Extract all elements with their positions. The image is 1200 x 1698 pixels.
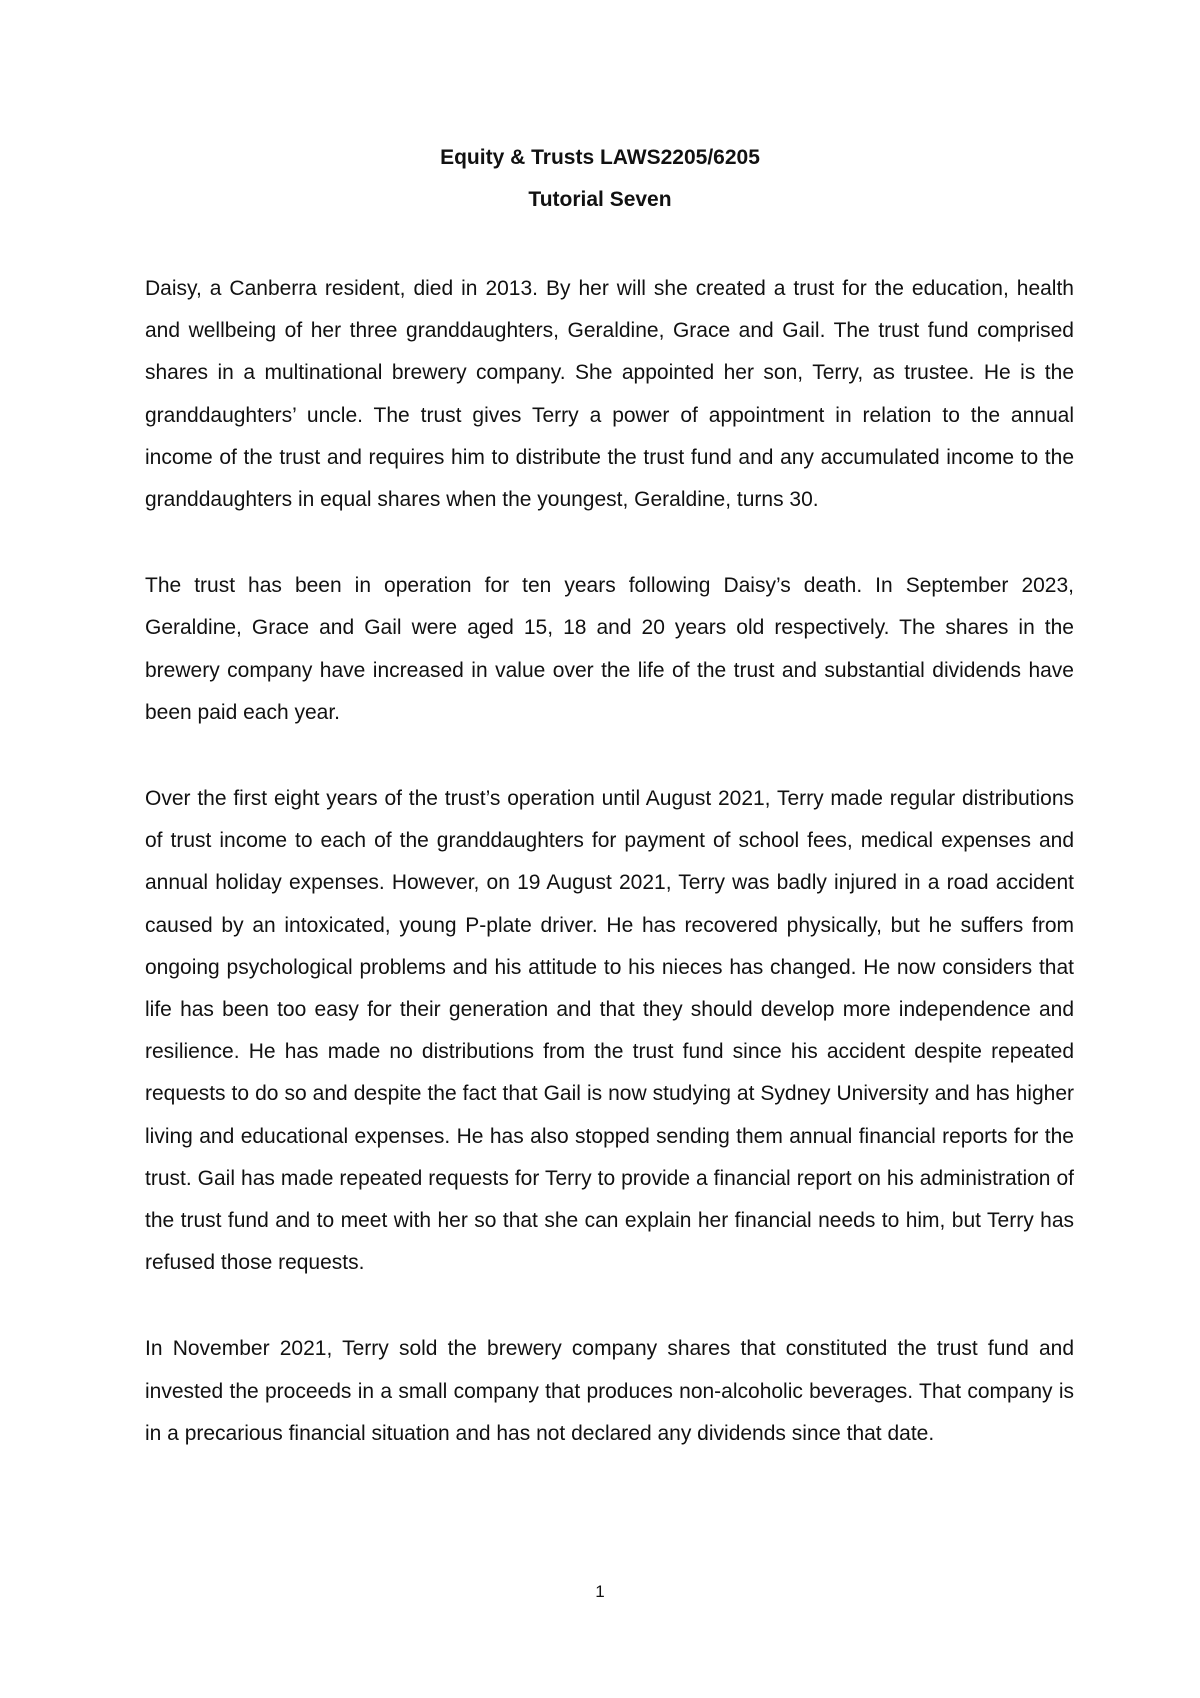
- paragraph-2: The trust has been in operation for ten years following Daisy’s death. In September 2023, Geraldine, Grace and Gail were aged 15, 18 and 20 years old respectively. The shares in the brewery company have increased in value over the life of the trust and substantial dividends have been paid each year.: [145, 574, 1074, 724]
- page-number: 1: [595, 1582, 605, 1601]
- document-body: [145, 268, 1074, 1455]
- paragraph-4: In November 2021, Terry sold the brewery company shares that constituted the trust fund and invested the proceeds in a small company that produces non-alcoholic beverages. That company is in a precarious financial situation and has not declared any dividends since that date.: [145, 1337, 1074, 1445]
- paragraph-1: Daisy, a Canberra resident, died in 2013. By her will she created a trust for the education, health and wellbeing of her three granddaughters, Geraldine, Grace and Gail. The trust fund comprised shares in a multinational brewery company. She appointed her son, Terry, as trustee. He is the granddaughters’ uncle. The trust gives Terry a power of appointment in relation to the annual income of the trust and requires him to distribute the trust fund and any accumulated income to the granddaughters in equal shares when the youngest, Geraldine, turns 30.: [145, 277, 1074, 512]
- paragraph-3: Over the first eight years of the trust’s operation until August 2021, Terry made regular distributions of trust income to each of the granddaughters for payment of school fees, medical expenses and annual holiday expenses. However, on 19 August 2021, Terry was badly injured in a road accident caused by an intoxicated, young P-plate driver. He has recovered physically, but he suffers from ongoing psychological problems and his attitude to his nieces has changed. He now considers that life has been too easy for their generation and that they should develop more independence and resilience. He has made no distributions from the trust fund since his accident despite repeated requests to do so and despite the fact that Gail is now studying at Sydney University and has higher living and educational expenses. He has also stopped sending them annual financial reports for the trust. Gail has made repeated requests for Terry to provide a financial report on his administration of the trust fund and to meet with her so that she can explain her financial needs to him, but Terry has refused those requests.: [145, 787, 1074, 1275]
- document-subtitle: Tutorial Seven: [528, 188, 672, 211]
- document-title: Equity & Trusts LAWS2205/6205: [440, 146, 760, 169]
